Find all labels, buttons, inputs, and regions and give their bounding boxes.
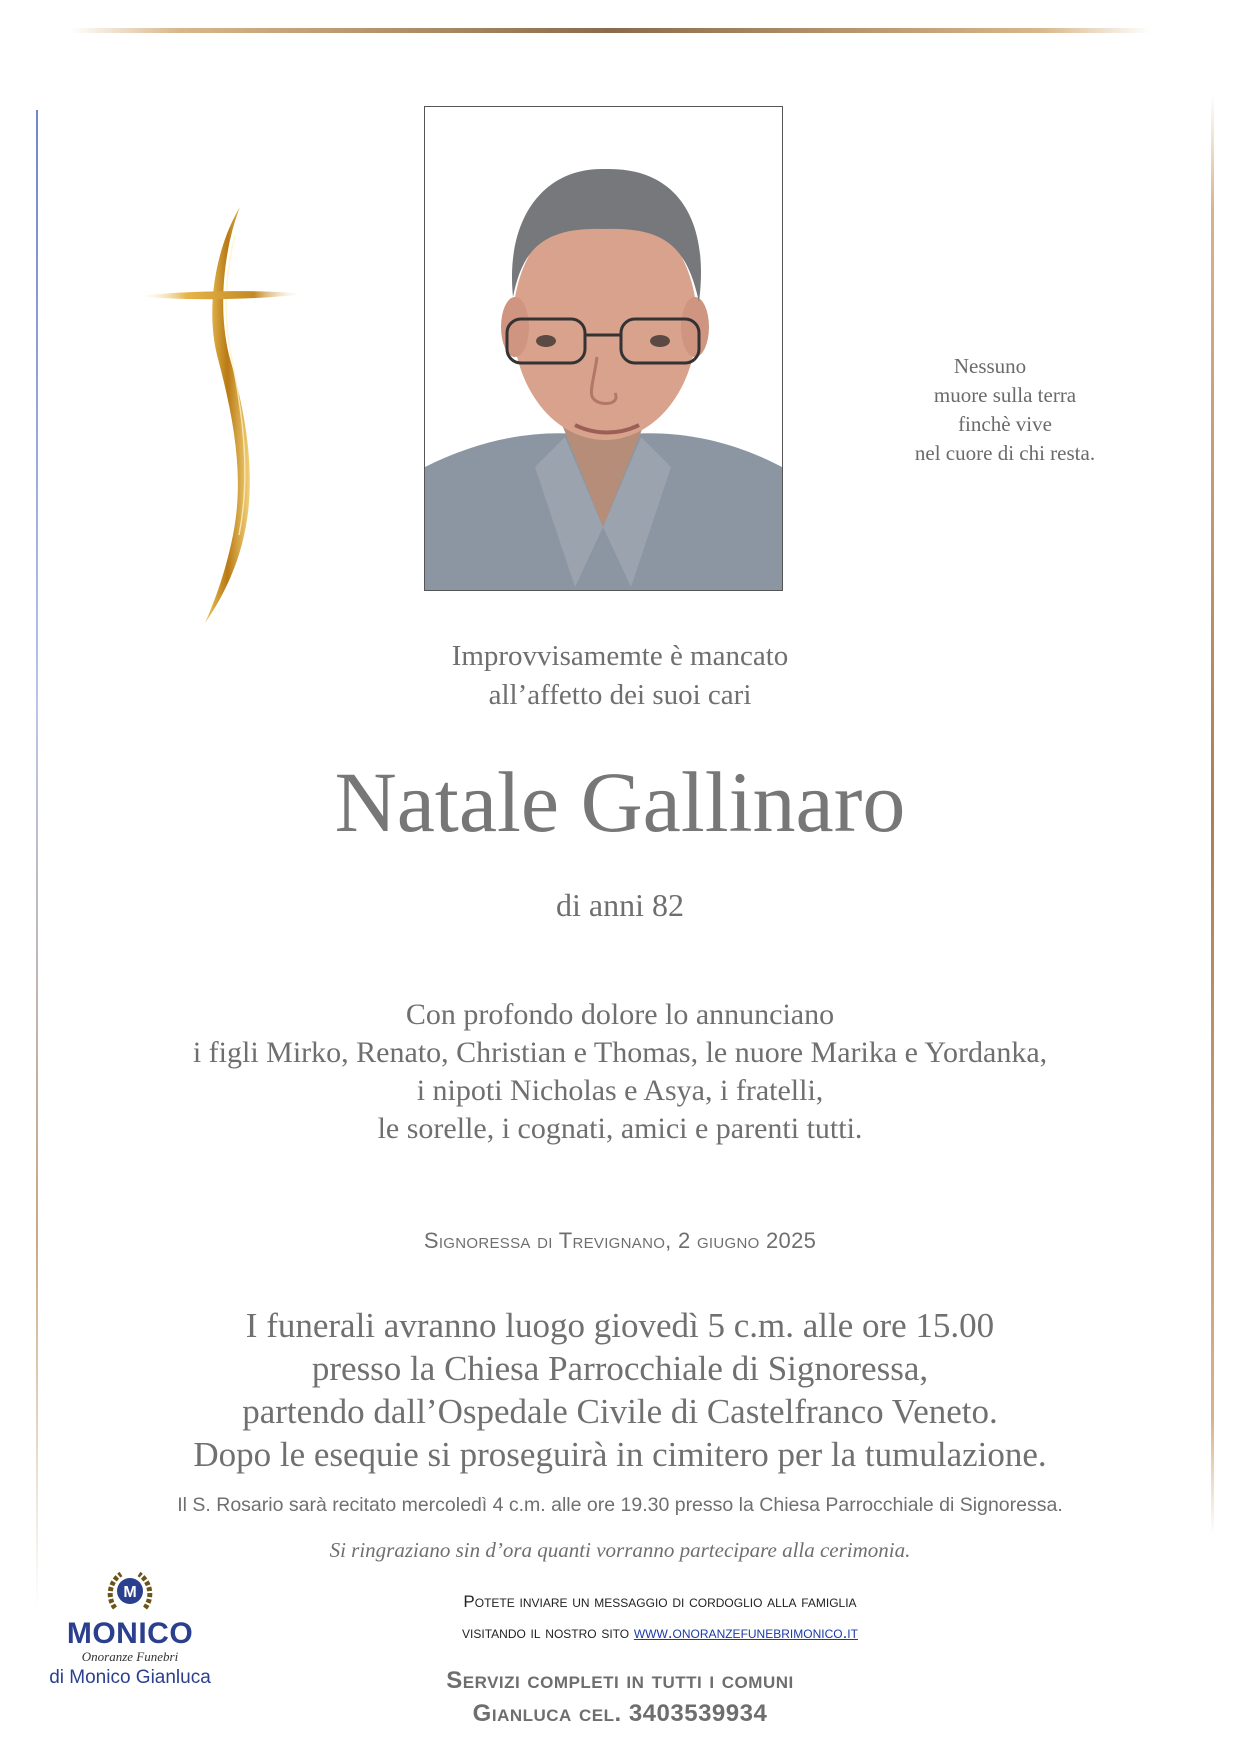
contact-line: Gianluca cel. 3403539934: [472, 1700, 768, 1727]
quote-line: finchè vive: [958, 412, 1052, 436]
intro-text: [0, 637, 1240, 715]
logo-badge-letter: M: [123, 1584, 137, 1601]
condolence-message: [340, 1586, 980, 1648]
funeral-line: I funerali avranno luogo giovedì 5 c.m. alle ore 15.00: [245, 1306, 995, 1345]
quote-line: Nessuno: [953, 354, 1027, 378]
quote-line: muore sulla terra: [933, 383, 1077, 407]
funeral-line: Dopo le esequie si proseguirà in cimitero per la tumulazione.: [193, 1435, 1047, 1474]
announcement-line: i figli Mirko, Renato, Christian e Thomas, le nuore Marika e Yordanka,: [192, 1036, 1048, 1069]
laurel-badge-icon: [105, 1570, 155, 1614]
portrait-photo: [424, 106, 783, 591]
message-line-1: Potete inviare un messaggio di cordoglio alla famiglia: [463, 1592, 857, 1611]
website-link[interactable]: www.onoranzefunebrimonico.it: [633, 1623, 858, 1642]
intro-line: Improvvisamemte è mancato: [451, 640, 789, 672]
announcement-line: Con profondo dolore lo annunciano: [405, 998, 835, 1031]
intro-line: all’affetto dei suoi cari: [488, 679, 752, 711]
logo-name: MONICO: [66, 1617, 194, 1650]
rosary-notice: Il S. Rosario sarà recitato mercoledì 4 c.m. alle ore 19.30 presso la Chiesa Parrocchiale di Signoressa.: [177, 1494, 1063, 1516]
logo-subtitle: Onoranze Funebri: [81, 1649, 179, 1664]
deceased-age: di anni 82: [556, 887, 684, 923]
announcement-text: [0, 996, 1240, 1148]
thanks-note: Si ringraziano sin d’ora quanti vorranno partecipare alla cerimonia.: [329, 1538, 911, 1562]
announcement-line: le sorelle, i cognati, amici e parenti tutti.: [377, 1112, 863, 1145]
portrait-image: [425, 107, 782, 590]
memorial-quote: [880, 352, 1130, 468]
services-contact: [320, 1664, 920, 1730]
top-gold-line: [70, 28, 1150, 33]
deceased-name: Natale Gallinaro: [334, 754, 906, 850]
funeral-line: presso la Chiesa Parrocchiale di Signoressa,: [311, 1349, 929, 1388]
cross-icon: [125, 205, 315, 625]
message-prefix: visitando il nostro sito: [462, 1623, 634, 1642]
funeral-details: [0, 1304, 1240, 1476]
quote-line: nel cuore di chi resta.: [914, 441, 1096, 465]
company-logo: [30, 1570, 230, 1690]
place-date: Signoressa di Trevignano, 2 giugno 2025: [423, 1228, 817, 1253]
logo-owner: di Monico Gianluca: [49, 1667, 211, 1688]
announcement-line: i nipoti Nicholas e Asya, i fratelli,: [416, 1074, 824, 1107]
funeral-line: partendo dall’Ospedale Civile di Castelfranco Veneto.: [242, 1392, 998, 1431]
services-line: Servizi completi in tutti i comuni: [446, 1667, 794, 1694]
message-line-2: [340, 1617, 980, 1648]
